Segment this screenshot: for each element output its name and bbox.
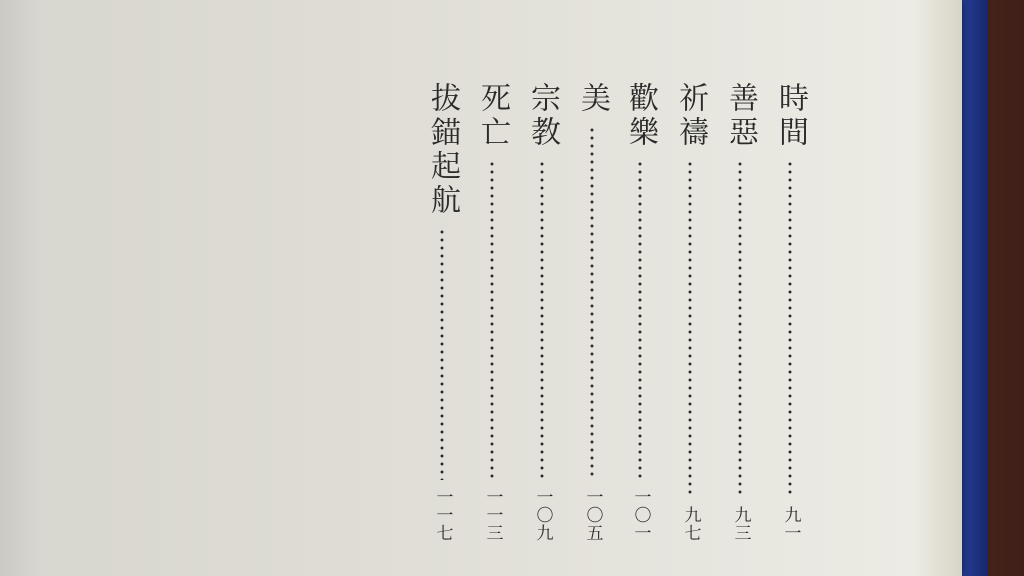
toc-entry-title: 拔錨起航 <box>425 82 460 218</box>
page-gutter-shadow <box>0 0 40 576</box>
toc-entry-3 <box>668 82 712 542</box>
toc-entry-8 <box>420 82 464 542</box>
toc-entry-page: 一〇五 <box>582 488 603 542</box>
toc-entry-title: 祈禱 <box>673 82 708 150</box>
toc-entry-page: 一〇九 <box>532 488 553 542</box>
dot-leader <box>638 160 642 480</box>
toc-entry-6 <box>520 82 564 542</box>
dot-leader <box>540 160 544 480</box>
toc-entry-title: 死亡 <box>475 82 510 150</box>
toc-entry-page: 一〇一 <box>630 488 651 542</box>
toc-entry-7 <box>470 82 514 542</box>
dot-leader <box>440 228 444 480</box>
toc-entry-title: 歡樂 <box>623 82 658 150</box>
toc-entry-title: 時間 <box>773 82 808 150</box>
dot-leader <box>738 160 742 498</box>
toc-entry-4 <box>618 82 662 542</box>
dot-leader <box>788 160 792 498</box>
toc-entry-page: 一一七 <box>432 488 453 542</box>
dot-leader <box>590 126 594 480</box>
table-of-contents <box>410 82 810 542</box>
toc-entry-title: 善惡 <box>723 82 758 150</box>
dot-leader <box>688 160 692 498</box>
toc-entry-title: 美 <box>575 82 610 116</box>
dot-leader <box>490 160 494 480</box>
toc-entry-page: 九七 <box>680 506 701 542</box>
toc-entry-page: 一一三 <box>482 488 503 542</box>
toc-entry-page: 九一 <box>780 506 801 542</box>
toc-entry-2 <box>718 82 762 542</box>
toc-entry-page: 九三 <box>730 506 751 542</box>
toc-entry-1 <box>768 82 812 542</box>
toc-entry-5 <box>570 82 614 542</box>
toc-entry-title: 宗教 <box>525 82 560 150</box>
